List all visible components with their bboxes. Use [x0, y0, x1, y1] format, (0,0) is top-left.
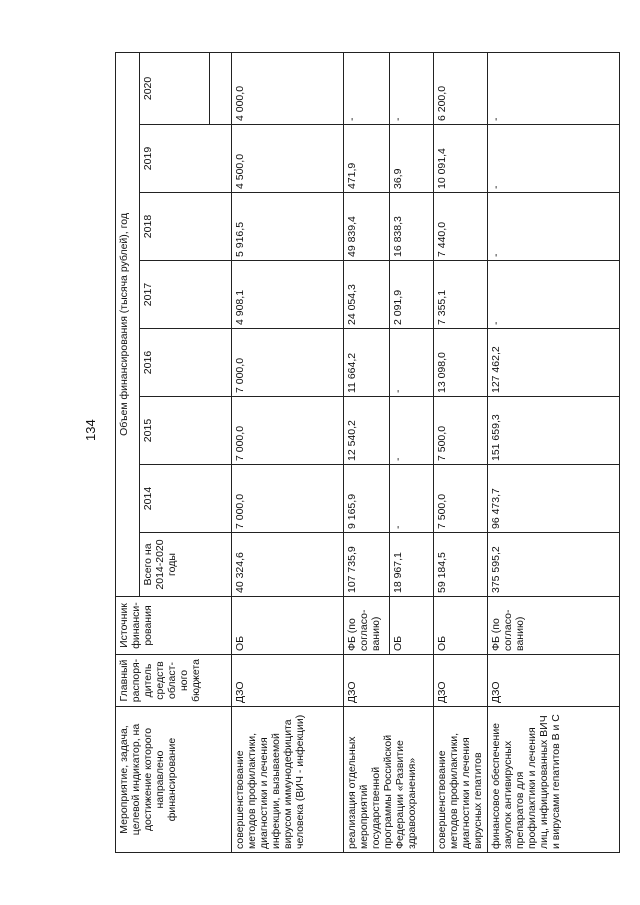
value-cell: - [344, 52, 390, 124]
total-cell: 107 735,9 [344, 533, 390, 597]
total-cell: 375 595,2 [488, 533, 620, 597]
table-row [232, 52, 344, 852]
manager-cell: ДЗО [344, 655, 434, 707]
value-cell: 7 500,0 [434, 465, 488, 533]
value-cell: 7 000,0 [232, 465, 344, 533]
value-cell: 16 838,3 [390, 193, 434, 261]
value-cell: - [390, 397, 434, 465]
value-cell: 13 098,0 [434, 329, 488, 397]
value-cell: 96 473,7 [488, 465, 620, 533]
value-cell: - [390, 52, 434, 124]
activity-cell: совершенствование методов профилактики, диагностики и лечения инфекции, вызываемой вирусом иммунодефицита человека (ВИЧ - инфекции) [232, 707, 344, 853]
manager-cell: ДЗО [488, 655, 620, 707]
value-cell: 2 091,9 [390, 261, 434, 329]
value-cell: 4 500,0 [232, 125, 344, 193]
value-cell: 7 000,0 [232, 397, 344, 465]
header-year-2016: 2016 [140, 329, 232, 397]
value-cell: - [390, 329, 434, 397]
source-cell: ОБ [232, 597, 344, 655]
total-cell: 18 967,1 [390, 533, 434, 597]
header-year-2018: 2018 [140, 193, 232, 261]
table-row [488, 52, 620, 852]
value-cell: 12 540,2 [344, 397, 390, 465]
table-row [434, 52, 488, 852]
total-cell: 59 184,5 [434, 533, 488, 597]
value-cell: 7 355,1 [434, 261, 488, 329]
header-year-2020: 2020 [140, 52, 210, 124]
value-cell: 7 500,0 [434, 397, 488, 465]
value-cell: 10 091,4 [434, 125, 488, 193]
header-year-2014: 2014 [140, 465, 232, 533]
value-cell: 6 200,0 [434, 52, 488, 124]
value-cell: 11 664,2 [344, 329, 390, 397]
manager-cell: ДЗО [232, 655, 344, 707]
value-cell: - [488, 193, 620, 261]
page-number: 134 [83, 419, 98, 441]
value-cell: 7 000,0 [232, 329, 344, 397]
value-cell: 4 908,1 [232, 261, 344, 329]
source-cell: ФБ (по согласо-ванию) [344, 597, 390, 655]
value-cell: 4 000,0 [232, 52, 344, 124]
manager-cell: ДЗО [434, 655, 488, 707]
header-source: Источник финанси-рования [116, 597, 232, 655]
financing-table-rotated [115, 53, 619, 853]
value-cell: 471,9 [344, 125, 390, 193]
value-cell: 9 165,9 [344, 465, 390, 533]
total-cell: 40 324,6 [232, 533, 344, 597]
source-cell: ОБ [390, 597, 434, 655]
value-cell: 127 462,2 [488, 329, 620, 397]
value-cell: - [390, 465, 434, 533]
header-year-2017: 2017 [140, 261, 232, 329]
value-cell: 5 916,5 [232, 193, 344, 261]
header-activity: Мероприятие, задача, целевой индикатор, на достижение которого направлено финансирование [116, 707, 232, 853]
value-cell: 7 440,0 [434, 193, 488, 261]
header-year-2020-spacer [210, 52, 232, 124]
financing-table [115, 52, 620, 853]
activity-cell: финансовое обеспечение закупок антивирусных препаратов для профилактики и лечения лиц, инфицированных ВИЧ и вирусами гепатитов В и С [488, 707, 620, 853]
value-cell: - [488, 52, 620, 124]
source-cell: ОБ [434, 597, 488, 655]
value-cell: 24 054,3 [344, 261, 390, 329]
header-total: Всего на 2014-2020 годы [140, 533, 232, 597]
value-cell: 49 839,4 [344, 193, 390, 261]
source-cell: ФБ (по согласо-ванию) [488, 597, 620, 655]
header-manager: Главный распоря-дитель средств област-ного бюджета [116, 655, 232, 707]
activity-cell: реализация отдельных мероприятий государственной программы Российской Федерации «Развитие здравоохранения» [344, 707, 434, 853]
header-year-2015: 2015 [140, 397, 232, 465]
header-funding-group: Объем финансирования (тысяча рублей), год [116, 52, 140, 596]
activity-cell: совершенствование методов профилактики, диагностики и лечения вирусных гепатитов [434, 707, 488, 853]
header-year-2019: 2019 [140, 125, 232, 193]
value-cell: - [488, 125, 620, 193]
value-cell: 151 659,3 [488, 397, 620, 465]
value-cell: 36,9 [390, 125, 434, 193]
value-cell: - [488, 261, 620, 329]
table-row [344, 52, 390, 852]
